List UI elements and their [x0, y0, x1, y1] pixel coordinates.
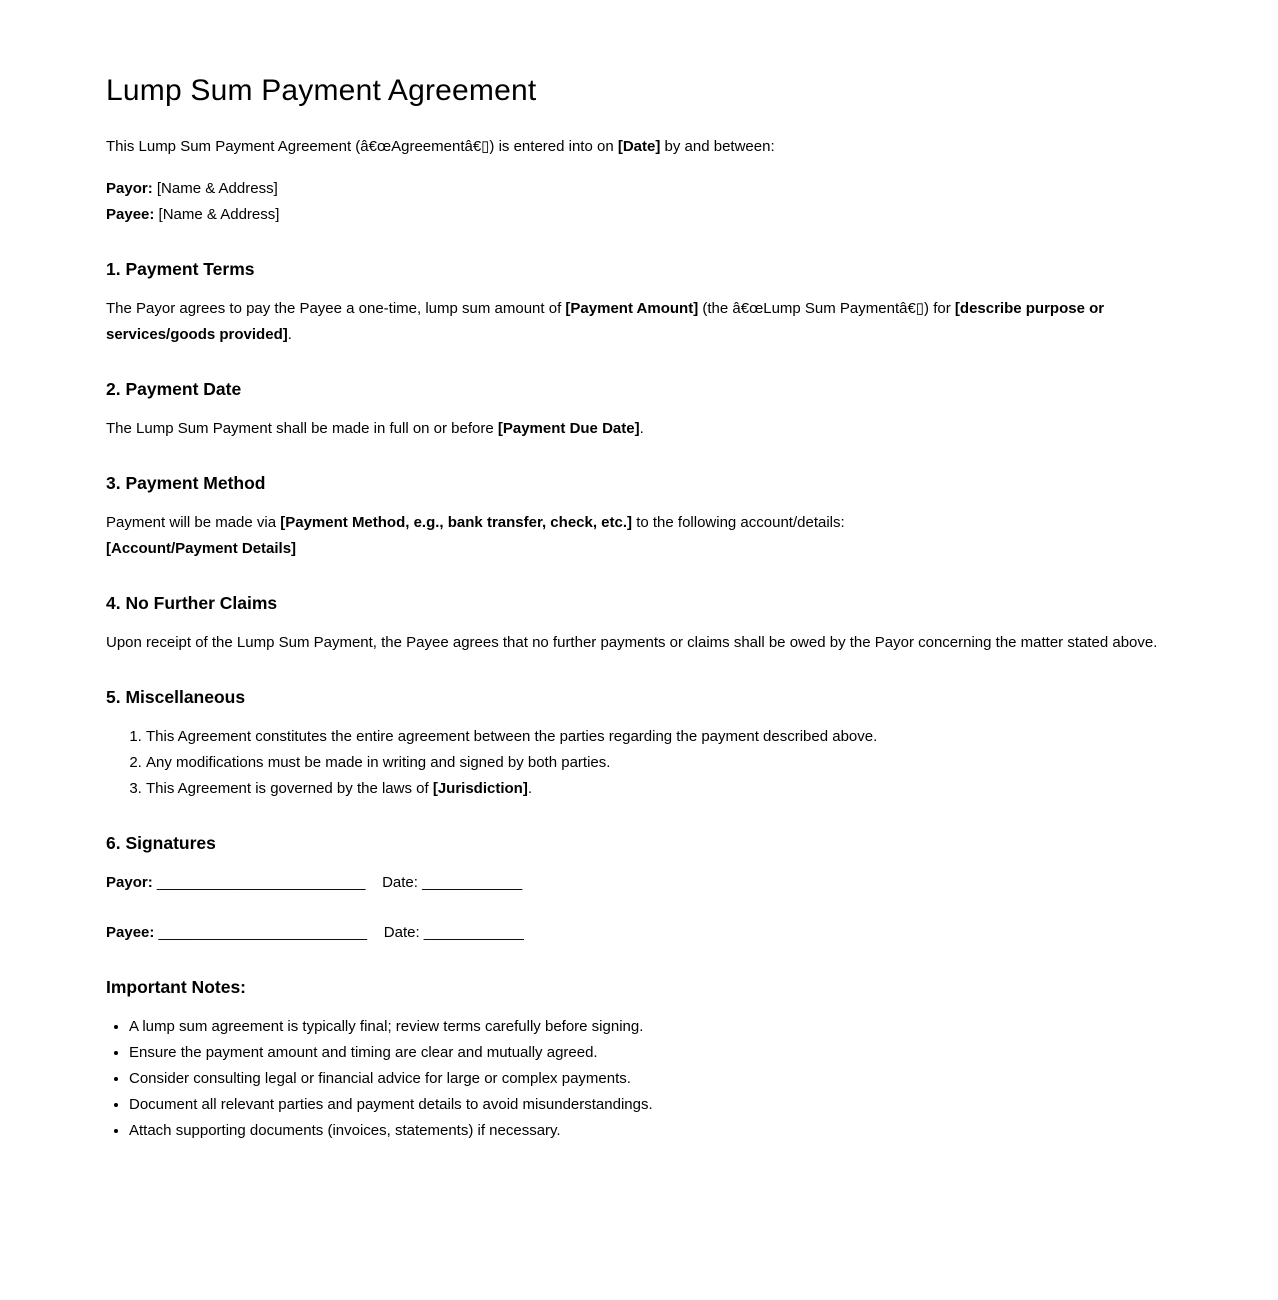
- list-item: • A lump sum agreement is typically final; review terms carefully before signing.: [129, 1014, 1166, 1040]
- document-title: Lump Sum Payment Agreement: [106, 74, 537, 107]
- heading-no-further-claims: 4. No Further Claims: [106, 593, 278, 613]
- intro-paragraph: This Lump Sum Payment Agreement (â€œAgreementâ€▯) is entered into on [Date] by and between:: [106, 138, 775, 155]
- payment-method-text: Payment will be made via [Payment Method, e.g., bank transfer, check, etc.] to the following account/details: [Account/Payment Details]: [106, 514, 845, 557]
- heading-miscellaneous: 5. Miscellaneous: [106, 687, 246, 707]
- payee-signature-line: Payee: _________________________ Date: ____________: [106, 924, 524, 941]
- list-item: 1. This Agreement constitutes the entire agreement between the parties regarding the payment described above.: [146, 724, 1166, 750]
- parties-paragraph: Payor: [Name & Address] Payee: [Name & Address]: [106, 180, 280, 223]
- miscellaneous-list: [106, 724, 1166, 802]
- heading-important-notes: Important Notes:: [106, 977, 246, 997]
- list-item: • Attach supporting documents (invoices, statements) if necessary.: [129, 1118, 1166, 1144]
- list-item: 3. This Agreement is governed by the laws of [Jurisdiction].: [146, 776, 1166, 802]
- heading-payment-date: 2. Payment Date: [106, 379, 242, 399]
- important-notes-list: [106, 1014, 1166, 1144]
- document-page: [106, 0, 1166, 1280]
- heading-signatures: 6. Signatures: [106, 833, 216, 853]
- payment-date-text: The Lump Sum Payment shall be made in full on or before [Payment Due Date].: [106, 420, 644, 437]
- list-item: • Ensure the payment amount and timing are clear and mutually agreed.: [129, 1040, 1166, 1066]
- payor-signature-line: Payor: _________________________ Date: ____________: [106, 874, 523, 891]
- list-item: 2. Any modifications must be made in writing and signed by both parties.: [146, 750, 1166, 776]
- list-item: • Document all relevant parties and payment details to avoid misunderstandings.: [129, 1092, 1166, 1118]
- heading-payment-method: 3. Payment Method: [106, 473, 266, 493]
- payment-terms-text: The Payor agrees to pay the Payee a one-time, lump sum amount of [Payment Amount] (the â€œLump Sum Paymentâ€▯) for [describe purpose or services/goods provided].: [106, 300, 1105, 343]
- list-item: • Consider consulting legal or financial advice for large or complex payments.: [129, 1066, 1166, 1092]
- no-further-claims-text: Upon receipt of the Lump Sum Payment, the Payee agrees that no further payments or claims shall be owed by the Payor concerning the matter stated above.: [106, 634, 1158, 651]
- heading-payment-terms: 1. Payment Terms: [106, 259, 255, 279]
